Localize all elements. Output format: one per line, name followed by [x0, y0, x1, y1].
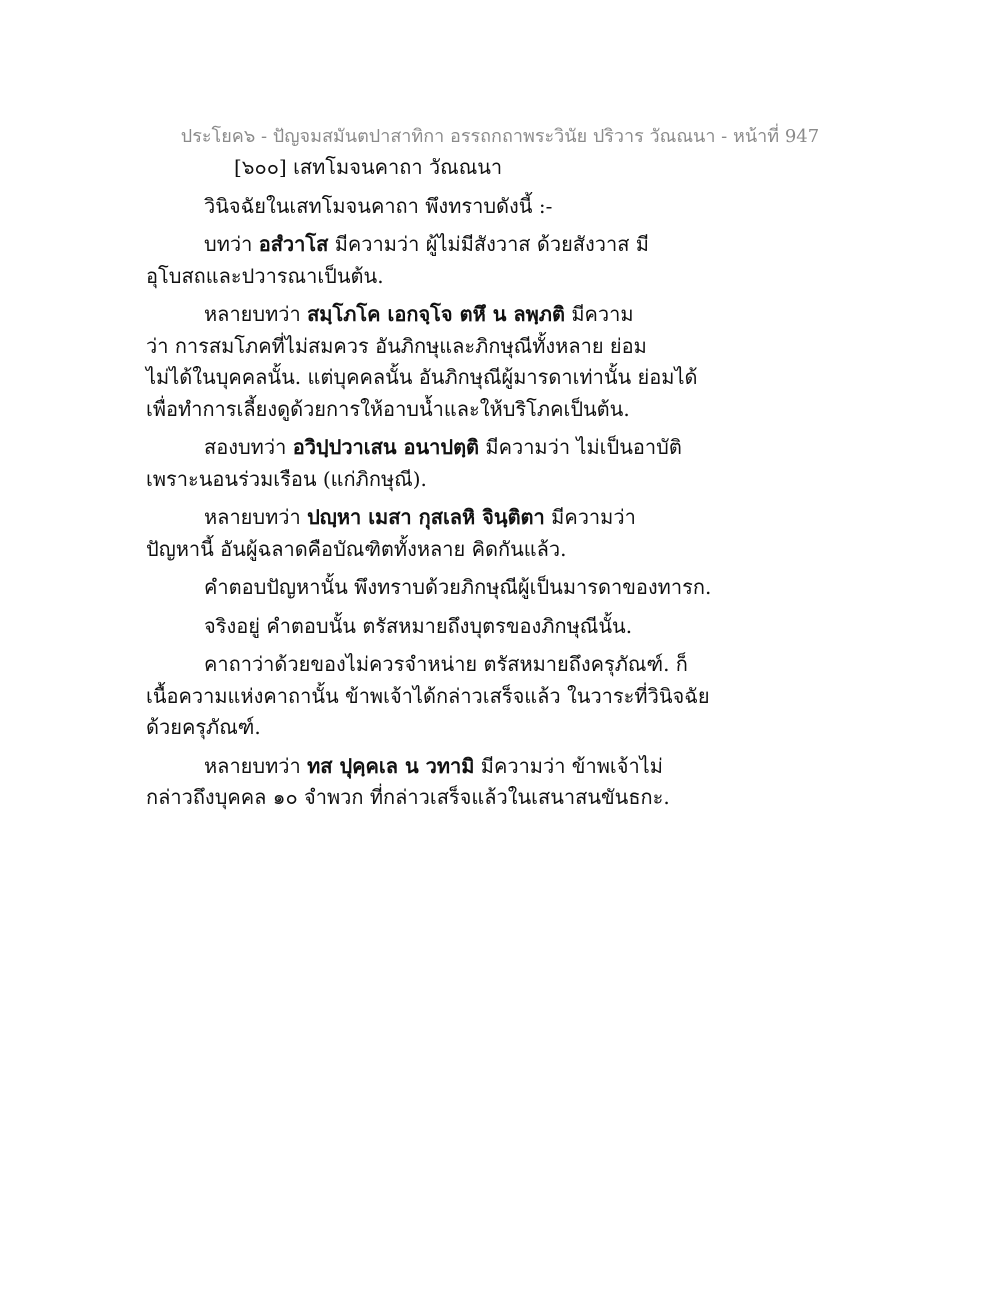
paragraph-line: คาถาว่าด้วยของไม่ควรจำหน่าย ตรัสหมายถึงครุภัณฑ์. ก็: [204, 652, 688, 676]
paragraph-line: อุโบสถและปวารณาเป็นต้น.: [146, 263, 384, 288]
paragraph-line: ด้วยครุภัณฑ์.: [146, 715, 261, 739]
paragraph-text: หลายบทว่า: [204, 753, 308, 778]
section-heading: [๖๐๐] เสทโมจนคาถา วัณณนา: [234, 155, 503, 179]
paragraph-line: [146, 751, 706, 783]
paragraph-line: เนื้อความแห่งคาถานั้น ข้าพเจ้าได้กล่าวเสร็จแล้ว ในวาระที่วินิจฉัย: [146, 683, 710, 708]
paragraph-text: หลายบทว่า: [204, 505, 308, 529]
paragraph-text: มีความว่า: [544, 505, 636, 529]
pali-term: ปญฺหา เมสา กุสเลหิ จินฺติตา: [307, 505, 545, 529]
paragraph-text: มีความว่า ไม่เป็นอาบัติ: [479, 435, 682, 459]
paragraph-line: ไม่ได้ในบุคคลนั้น. แต่บุคคลนั้น อันภิกษุณีผู้มารดาเท่านั้น ย่อมได้: [146, 365, 698, 389]
paragraph-line: เพื่อทำการเลี้ยงดูด้วยการให้อาบน้ำและให้บริโภคเป็นต้น.: [146, 396, 630, 421]
paragraph-line: [146, 299, 706, 331]
paragraph-text: มีความว่า ข้าพเจ้าไม่: [474, 753, 663, 778]
paragraph-line: เพราะนอนร่วมเรือน (แก่ภิกษุณี).: [146, 466, 427, 491]
pali-term: อสํวาโส: [258, 232, 329, 256]
pali-term: อวิปฺปวาเสน อนาปตฺติ: [292, 435, 480, 459]
page-header: ประโยค๖ - ปัญจมสมันตปาสาทิกา อรรถกถาพระวินัย ปริวาร วัณณนา - หน้าที่ 947: [180, 126, 820, 147]
paragraph-text: หลายบทว่า: [204, 302, 308, 326]
paragraph-line: วินิจฉัยในเสทโมจนคาถา พึงทราบดังนี้ :-: [204, 193, 553, 218]
paragraph-text: มีความ: [564, 302, 634, 326]
paragraph-line: ว่า การสมโภคที่ไม่สมควร อันภิกษุและภิกษุณีทั้งหลาย ย่อม: [146, 333, 647, 358]
document-body: [146, 152, 712, 814]
paragraph-text: สองบทว่า: [204, 435, 293, 459]
paragraph-line: กล่าวถึงบุคคล ๑๐ จำพวก ที่กล่าวเสร็จแล้วในเสนาสนขันธกะ.: [146, 785, 670, 809]
paragraph-line: [146, 502, 706, 534]
pali-term: ทส ปุคฺคเล น วทามิ: [307, 753, 475, 778]
paragraph-line: คำตอบปัญหานั้น พึงทราบด้วยภิกษุณีผู้เป็นมารดาของทารก.: [204, 575, 712, 599]
paragraph-text: มีความว่า ผู้ไม่มีสังวาส ด้วยสังวาส มี: [328, 232, 649, 256]
paragraph-line: [146, 229, 706, 261]
paragraph-line: จริงอยู่ คำตอบนั้น ตรัสหมายถึงบุตรของภิกษุณีนั้น.: [204, 613, 633, 638]
paragraph-line: [146, 432, 706, 464]
paragraph-text: บทว่า: [204, 232, 259, 256]
paragraph-line: ปัญหานี้ อันผู้ฉลาดคือบัณฑิตทั้งหลาย คิดกันแล้ว.: [146, 536, 567, 561]
pali-term: สมฺโภโค เอกจฺโจ ตหึ น ลพฺภติ: [307, 302, 565, 326]
